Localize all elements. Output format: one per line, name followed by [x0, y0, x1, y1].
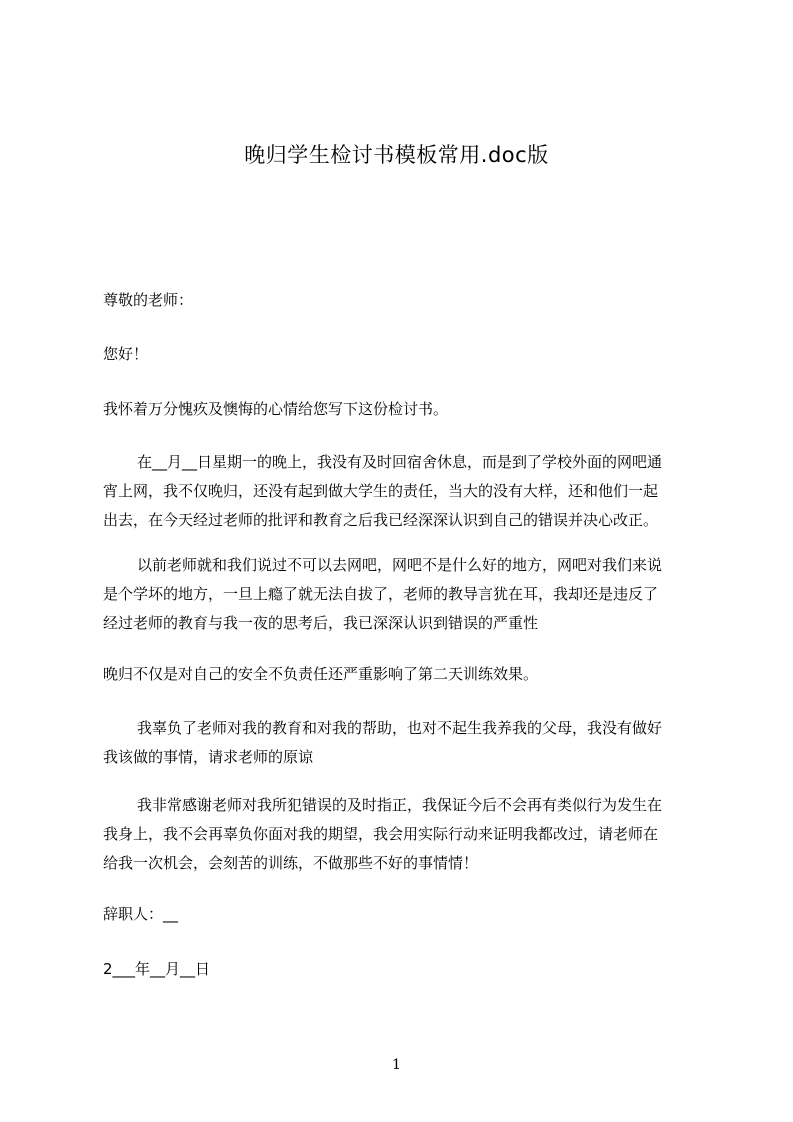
- paragraph-5-line: 我身上，我不会再辜负你面对我的期望，我会用实际行动来证明我都改过，请老师在: [103, 825, 659, 843]
- paragraph-2: [103, 551, 701, 638]
- paragraph-2-line: 经过老师的教育与我一夜的思考后，我已深深认识到错误的严重性: [103, 614, 539, 632]
- paragraph-4: [103, 714, 701, 772]
- paragraph-5-line: 我非常感谢老师对我所犯错误的及时指正，我保证今后不会再有类似行为发生在: [137, 796, 663, 814]
- paragraph-3: 晚归不仅是对自己的安全不负责任还严重影响了第二天训练效果。: [103, 665, 539, 683]
- date-line: 2___年__月__日: [103, 960, 211, 978]
- paragraph-1-line: 出去，在今天经过老师的批评和教育之后我已经深深认识到自己的错误并决心改正。: [103, 511, 659, 529]
- paragraph-4-line: 我辜负了老师对我的教育和对我的帮助，也对不起生我养我的父母，我没有做好: [137, 719, 663, 737]
- page-number: 1: [392, 1057, 401, 1073]
- salutation: 尊敬的老师：: [103, 291, 194, 309]
- paragraph-5-line: 给我一次机会，会刻苦的训练，不做那些不好的事情情！: [103, 854, 479, 872]
- paragraph-4-line: 我该做的事情，请求老师的原谅: [103, 748, 314, 766]
- document-title: 晚归学生检讨书模板常用.doc版: [244, 143, 549, 167]
- paragraph-2-line: 是个学坏的地方，一旦上瘾了就无法自拔了，老师的教导言犹在耳，我却还是违反了: [103, 585, 659, 603]
- intro-paragraph: 我怀着万分愧疚及懊悔的心情给您写下这份检讨书。: [103, 400, 449, 418]
- greeting: 您好！: [103, 345, 149, 363]
- paragraph-5: [103, 791, 701, 878]
- signature: 辞职人：__: [103, 905, 179, 923]
- paragraph-1-line: 宵上网，我不仅晚归，还没有起到做大学生的责任，当大的没有大样，还和他们一起: [103, 482, 659, 500]
- paragraph-2-line: 以前老师就和我们说过不可以去网吧，网吧不是什么好的地方，网吧对我们来说: [137, 556, 663, 574]
- paragraph-1-line: 在__月__日星期一的晚上，我没有及时回宿舍休息，而是到了学校外面的网吧通: [137, 453, 663, 471]
- paragraph-1: [103, 448, 701, 535]
